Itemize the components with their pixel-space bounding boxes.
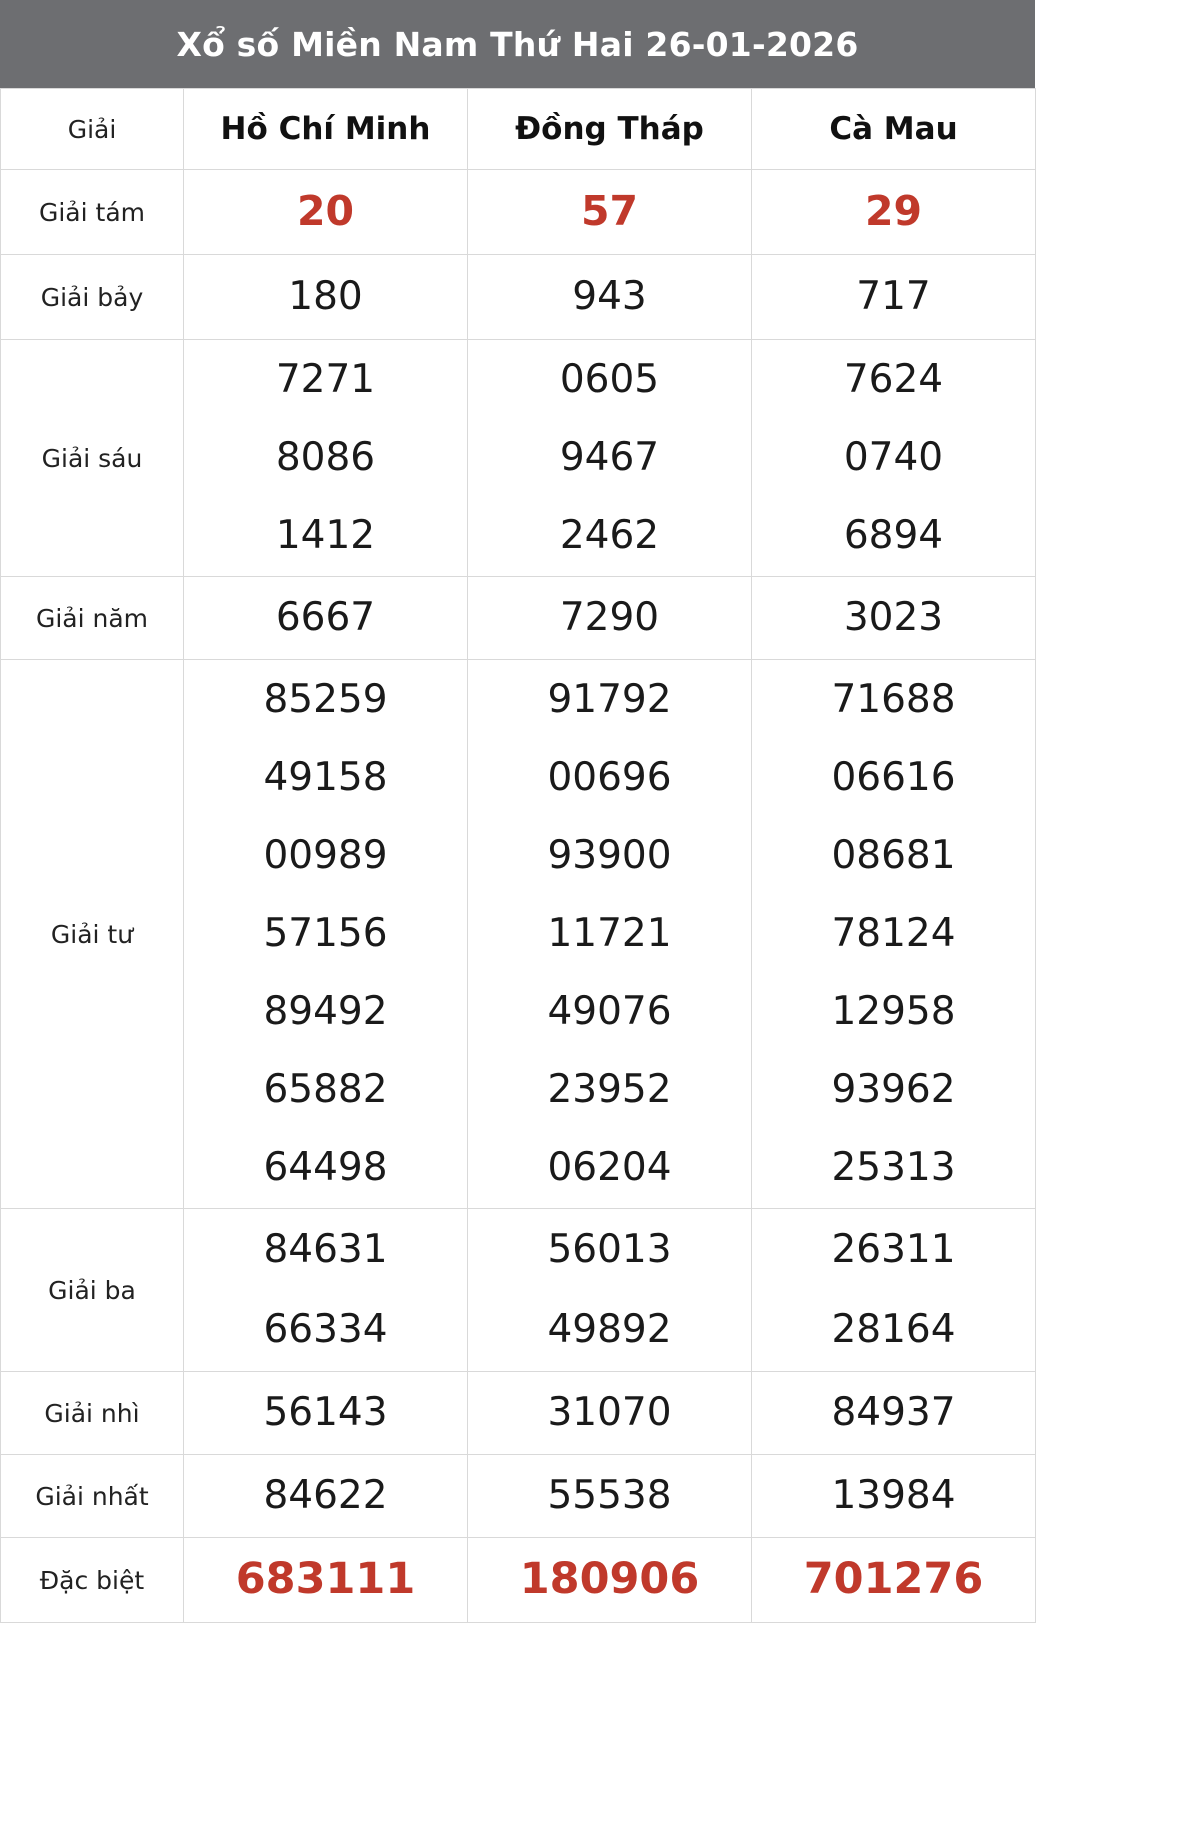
page-title-text: Xổ số Miền Nam Thứ Hai 26-01-2026 [176, 24, 859, 64]
prize-number: 28164 [831, 1306, 956, 1352]
table-row [1, 577, 1036, 660]
prize-number: 0605 [559, 356, 660, 402]
lottery-results-table [0, 88, 1036, 1623]
prize-number: 64498 [263, 1144, 388, 1190]
prize-numbers-cell [468, 255, 752, 340]
prize-numbers-cell [468, 340, 752, 577]
number-stack [753, 173, 1034, 251]
table-row [1, 660, 1036, 1209]
prize-numbers-cell [468, 660, 752, 1209]
number-stack [753, 341, 1034, 575]
prize-numbers-cell [184, 577, 468, 660]
number-stack [185, 579, 466, 657]
prize-numbers-cell [184, 1372, 468, 1455]
prize-number: 13984 [831, 1472, 956, 1518]
prize-number: 66334 [263, 1306, 388, 1352]
prize-number: 89492 [263, 988, 388, 1034]
prize-number: 1412 [275, 512, 376, 558]
prize-numbers-cell [468, 1538, 752, 1623]
table-header-row [1, 89, 1036, 170]
prize-number: 93962 [831, 1066, 956, 1112]
number-stack [753, 258, 1034, 336]
prize-number: 180 [288, 273, 363, 319]
prize-label: Giải năm [1, 577, 184, 660]
table-row [1, 255, 1036, 340]
prize-numbers-cell [184, 1455, 468, 1538]
prize-numbers-cell [752, 1372, 1036, 1455]
prize-numbers-cell [184, 170, 468, 255]
number-stack [185, 1374, 466, 1452]
prize-numbers-cell [468, 1455, 752, 1538]
table-row [1, 170, 1036, 255]
prize-numbers-cell [184, 255, 468, 340]
number-stack [469, 1457, 750, 1535]
number-stack [185, 661, 466, 1207]
number-stack [469, 1210, 750, 1370]
prize-numbers-cell [752, 660, 1036, 1209]
prize-numbers-cell [752, 255, 1036, 340]
prize-number: 93900 [547, 832, 672, 878]
number-stack [185, 258, 466, 336]
number-stack [469, 173, 750, 251]
prize-numbers-cell [184, 1209, 468, 1372]
prize-number: 00696 [547, 754, 672, 800]
prize-number: 56013 [547, 1226, 672, 1272]
number-stack [185, 1210, 466, 1370]
prize-number: 9467 [559, 434, 660, 480]
prize-number: 0740 [843, 434, 944, 480]
number-stack [469, 1541, 750, 1619]
prize-number: 78124 [831, 910, 956, 956]
prize-number: 00989 [263, 832, 388, 878]
prize-number: 65882 [263, 1066, 388, 1112]
number-stack [469, 258, 750, 336]
number-stack [753, 661, 1034, 1207]
number-stack [753, 1541, 1034, 1619]
prize-number: 84622 [263, 1472, 388, 1518]
prize-numbers-cell [468, 170, 752, 255]
prize-label: Đặc biệt [1, 1538, 184, 1623]
prize-number: 7271 [275, 356, 376, 402]
prize-number: 84937 [831, 1389, 956, 1435]
prize-number: 08681 [831, 832, 956, 878]
prize-label: Giải ba [1, 1209, 184, 1372]
prize-number: 49892 [547, 1306, 672, 1352]
prize-number: 717 [856, 273, 931, 319]
number-stack [753, 1457, 1034, 1535]
number-stack [469, 661, 750, 1207]
number-stack [753, 579, 1034, 657]
table-body [1, 170, 1036, 1623]
prize-number: 20 [296, 187, 355, 236]
prize-label: Giải nhì [1, 1372, 184, 1455]
prize-label: Giải nhất [1, 1455, 184, 1538]
prize-number: 57 [580, 187, 639, 236]
prize-label: Giải tư [1, 660, 184, 1209]
number-stack [185, 173, 466, 251]
table-row [1, 1372, 1036, 1455]
column-header-prize: Giải [1, 89, 184, 170]
prize-number: 57156 [263, 910, 388, 956]
number-stack [185, 1457, 466, 1535]
prize-number: 6894 [843, 512, 944, 558]
number-stack [469, 341, 750, 575]
prize-number: 25313 [831, 1144, 956, 1190]
table-row [1, 340, 1036, 577]
prize-number: 7624 [843, 356, 944, 402]
column-header-province-1: Hồ Chí Minh [184, 89, 468, 170]
number-stack [469, 1374, 750, 1452]
column-header-province-2: Đồng Tháp [468, 89, 752, 170]
column-header-province-3: Cà Mau [752, 89, 1036, 170]
prize-number: 701276 [803, 1554, 984, 1605]
prize-number: 31070 [547, 1389, 672, 1435]
prize-number: 8086 [275, 434, 376, 480]
table-row [1, 1538, 1036, 1623]
prize-number: 6667 [275, 594, 376, 640]
prize-number: 85259 [263, 676, 388, 722]
prize-number: 180906 [519, 1554, 700, 1605]
table-row [1, 1455, 1036, 1538]
prize-number: 12958 [831, 988, 956, 1034]
number-stack [469, 579, 750, 657]
prize-number: 55538 [547, 1472, 672, 1518]
number-stack [753, 1374, 1034, 1452]
prize-number: 06616 [831, 754, 956, 800]
prize-numbers-cell [752, 1455, 1036, 1538]
prize-number: 11721 [547, 910, 672, 956]
prize-number: 71688 [831, 676, 956, 722]
prize-numbers-cell [752, 340, 1036, 577]
prize-number: 943 [572, 273, 647, 319]
prize-number: 06204 [547, 1144, 672, 1190]
prize-numbers-cell [468, 1372, 752, 1455]
prize-number: 49076 [547, 988, 672, 1034]
table-row [1, 1209, 1036, 1372]
prize-number: 23952 [547, 1066, 672, 1112]
prize-number: 49158 [263, 754, 388, 800]
prize-numbers-cell [468, 1209, 752, 1372]
prize-number: 26311 [831, 1226, 956, 1272]
prize-label: Giải tám [1, 170, 184, 255]
prize-numbers-cell [468, 577, 752, 660]
prize-label: Giải bảy [1, 255, 184, 340]
prize-number: 3023 [843, 594, 944, 640]
prize-number: 84631 [263, 1226, 388, 1272]
prize-number: 683111 [235, 1554, 416, 1605]
prize-numbers-cell [184, 340, 468, 577]
prize-numbers-cell [752, 577, 1036, 660]
prize-number: 29 [864, 187, 923, 236]
prize-label: Giải sáu [1, 340, 184, 577]
prize-numbers-cell [752, 170, 1036, 255]
number-stack [185, 1541, 466, 1619]
number-stack [185, 341, 466, 575]
prize-number: 56143 [263, 1389, 388, 1435]
prize-numbers-cell [752, 1209, 1036, 1372]
prize-numbers-cell [752, 1538, 1036, 1623]
prize-numbers-cell [184, 660, 468, 1209]
page-title [0, 0, 1035, 88]
prize-number: 91792 [547, 676, 672, 722]
number-stack [753, 1210, 1034, 1370]
prize-number: 2462 [559, 512, 660, 558]
prize-number: 7290 [559, 594, 660, 640]
prize-numbers-cell [184, 1538, 468, 1623]
